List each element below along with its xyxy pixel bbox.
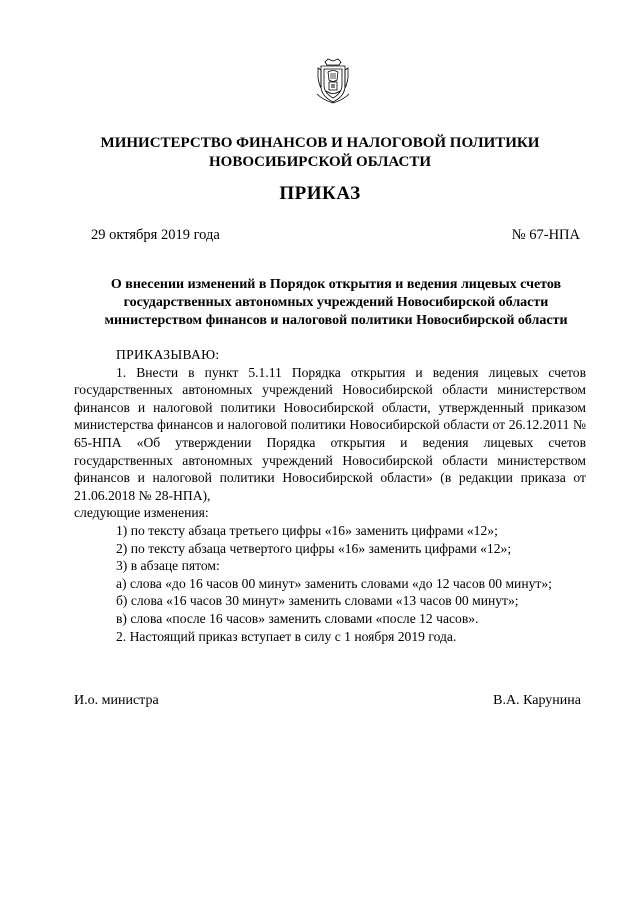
paragraph-1-tail: следующие изменения: [74,505,209,521]
paragraph-2: 2. Настоящий приказ вступает в силу с 1 ноября 2019 года. [116,628,457,644]
ministry-header [0,134,640,172]
subject-line2: государственных автономных учреждений Новосибирской области [123,295,549,310]
document-subject [60,276,612,330]
document-date: 29 октября 2019 года [91,227,220,243]
order-word: ПРИКАЗЫВАЮ: [116,347,220,362]
coat-of-arms-icon [315,58,351,104]
subject-line1: О внесении изменений в Порядок открытия и ведения лицевых счетов [110,277,562,292]
signatory-role: И.о. министра [74,693,159,708]
paragraph-1: 1. Внести в пункт 5.1.11 Порядка открытия и ведения лицевых счетов государственных автономных учреждений Новосибирской области министерством финансов и налоговой политики Новосибирской области, утвержденный приказом министерства финансов и налоговой политики Новосибирской области от 26.12.2011 № 65-НПА «Об утверждении Порядка открытия и ведения лицевых счетов государственных автономных учреждений Новосибирской области министерством финансов и налоговой политики Новосибирской области» (в редакции приказа от 21.06.2018 № 28-НПА), [74,364,586,503]
document-body [74,346,586,645]
list-item: 2) по тексту абзаца четвертого цифры «16» заменить цифрами «12»; [116,540,512,556]
document-type: ПРИКАЗ [279,183,361,204]
list-item: 3) в абзаце пятом: [116,558,220,574]
list-item: а) слова «до 16 часов 00 минут» заменить словами «до 12 часов 00 минут»; [116,575,552,591]
list-item: 1) по тексту абзаца третьего цифры «16» заменить цифрами «12»; [116,522,498,538]
list-item: б) слова «16 часов 30 минут» заменить словами «13 часов 00 минут»; [116,593,519,609]
subject-line3: министерством финансов и налоговой политики Новосибирской области [104,313,568,328]
signatory-name: В.А. Карунина [493,693,581,708]
ministry-name-line2: НОВОСИБИРСКОЙ ОБЛАСТИ [208,154,432,170]
ministry-name-line1: МИНИСТЕРСТВО ФИНАНСОВ И НАЛОГОВОЙ ПОЛИТИКИ [100,135,540,151]
list-item: в) слова «после 16 часов» заменить словами «после 12 часов». [116,610,479,626]
document-number: № 67-НПА [511,227,580,243]
